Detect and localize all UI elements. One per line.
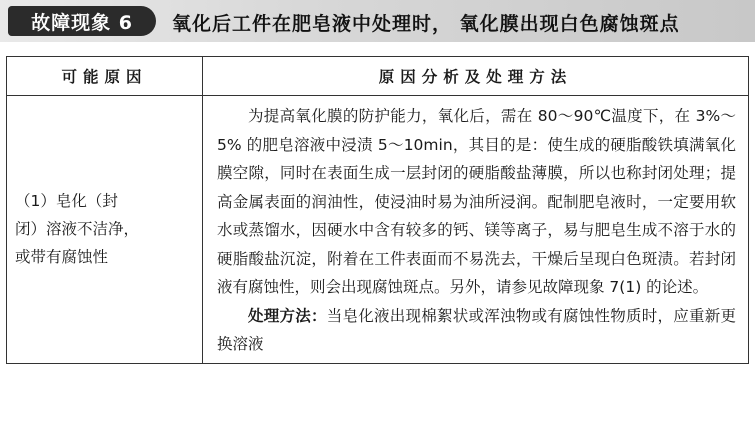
header-bar [0,0,755,42]
fault-title: 氧化后工件在肥皂液中处理时， 氧化膜出现白色腐蚀斑点 [172,12,680,35]
treatment-label: 处理方法： [248,306,327,325]
header-possible-cause: 可能原因 [7,57,203,96]
table-header-row [7,57,749,96]
cause-line: 或带有腐蚀性 [15,248,109,267]
analysis-paragraph: 为提高氧化膜的防护能力，氧化后，需在 80～90℃温度下，在 3%～5% 的肥皂溶液中浸渍 5～10min，其目的是：使生成的硬脂酸铁填满氧化膜空隙，同时在表面生成一层封闭的硬脂酸盐薄膜，所以也称封闭处理；提高金属表面的润油性，使浸油时易为油所浸润。配制肥皂液时，一定要用软水或蒸馏水，因硬水中含有较多的钙、镁等离子，易与肥皂生成不溶于水的硬脂酸盐沉淀，附着在工件表面而不易洗去，干燥后呈现白色斑渍。若封闭液有腐蚀性，则会出现腐蚀斑点。另外，请参见故障现象 7(1) 的论述。 [217,107,736,296]
cause-analysis-table [6,56,749,364]
analysis-cell [203,96,749,364]
header-analysis-method: 原因分析及处理方法 [203,57,749,96]
fault-label-tag: 故障现象 6 [8,6,156,36]
table-row [7,96,749,364]
treatment-paragraph [217,302,736,359]
cause-line: 闭）溶液不洁净， [15,220,140,239]
cause-line: （1）皂化（封 [15,192,118,211]
cause-cell [7,96,203,364]
treatment-text: 当皂化液出现棉絮状或浑浊物或有腐蚀性物质时，应重新更换溶液 [217,306,736,353]
